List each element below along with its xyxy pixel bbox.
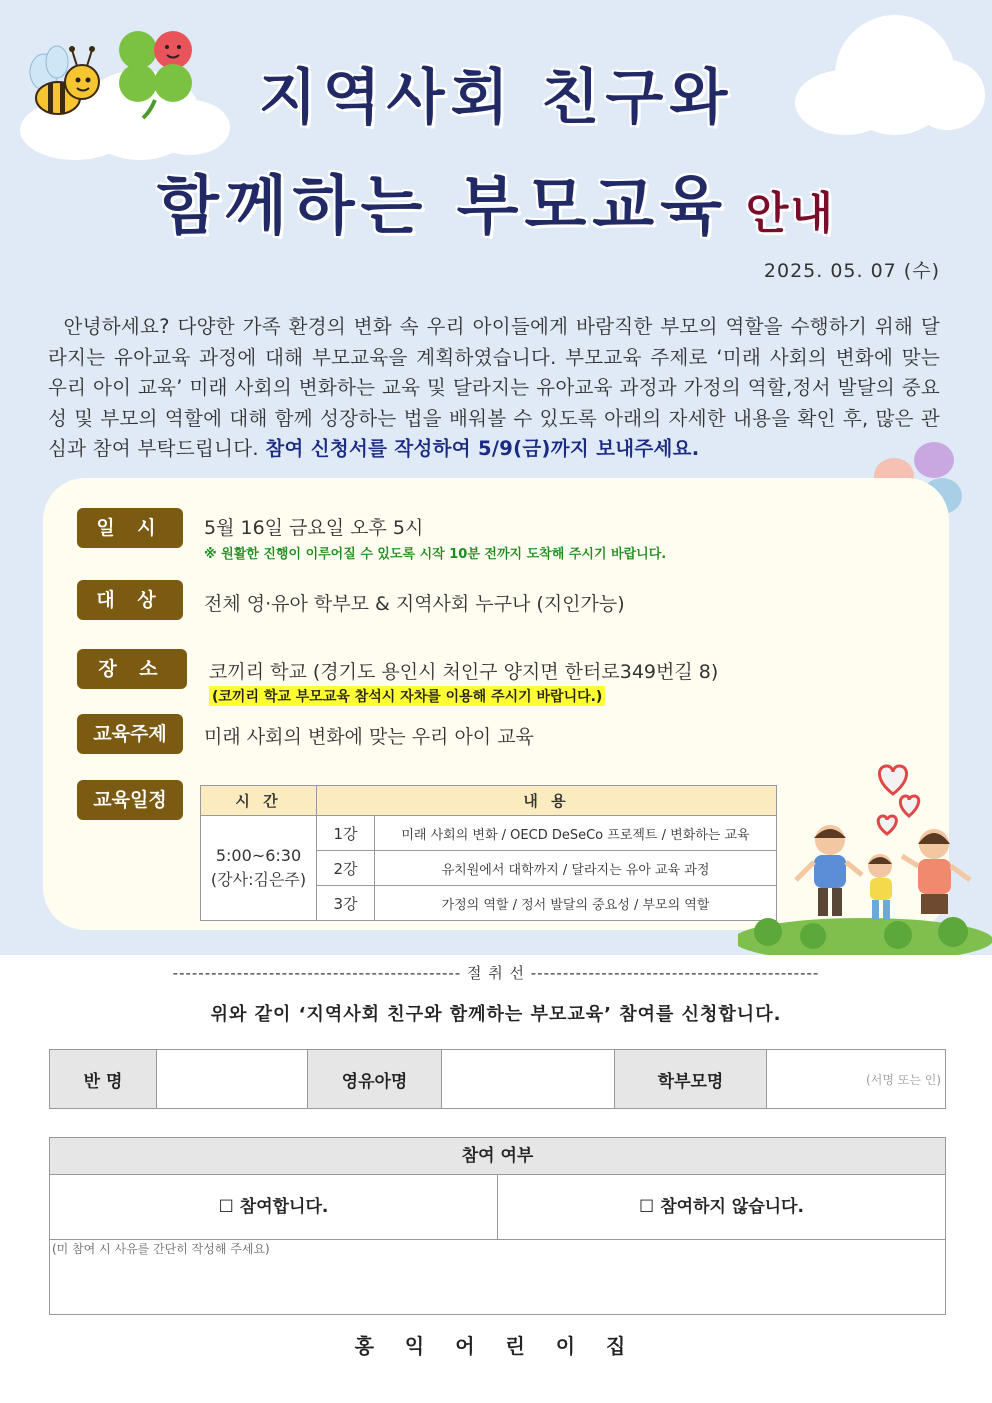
class-field[interactable] <box>157 1050 308 1109</box>
organization-name: 홍 익 어 린 이 집 <box>354 1334 638 1358</box>
target-value: 전체 영·유아 학부모 & 지역사회 누구나 (지인가능) <box>204 593 625 615</box>
session-content: 유치원에서 대학까지 / 달라지는 유아 교육 과정 <box>375 851 777 886</box>
label-schedule: 교육일정 <box>77 780 183 820</box>
label-topic: 교육주제 <box>77 714 183 754</box>
label-date: 일 시 <box>77 508 183 548</box>
participation-box <box>49 1137 946 1315</box>
label-target: 대 상 <box>77 580 183 620</box>
page-title-line1: 지역사회 친구와 <box>258 63 734 133</box>
schedule-time-cell <box>201 816 317 921</box>
not-attend-checkbox[interactable]: ☐ 참여하지 않습니다. <box>498 1175 945 1240</box>
place-value: 코끼리 학교 (경기도 용인시 처인구 양지면 한터로349번길 8) <box>209 661 719 683</box>
reason-field[interactable]: (미 참여 시 사유를 간단히 작성해 주세요) <box>52 1242 270 1256</box>
schedule-instructor: (강사:김은주) <box>210 870 307 889</box>
intro-text: 안녕하세요? 다양한 가족 환경의 변화 속 우리 아이들에게 바람직한 부모의 역할을 수행하기 위해 달라지는 유아교육 과정에 대해 부모교육을 계획하였습니다. 부모교육 주제로 ‘미래 사회의 변화에 맞는 우리 아이 교육’ 미래 사회의 변화하는 교육 및 달라지는 유아교육 과정과 가정의 역할,정서 발달의 중요성 및 부모의 역할에 대해 함께 성장하는 법을 배워볼 수 있도록 아래의 자세한 내용을 확인 후, 많은 관심과 참여 부탁드립니다. <box>48 315 940 460</box>
attend-checkbox[interactable]: ☐ 참여합니다. <box>50 1175 498 1240</box>
session-content: 가정의 역할 / 정서 발달의 중요성 / 부모의 역할 <box>375 886 777 921</box>
schedule-header-content: 내 용 <box>317 786 777 816</box>
session-content: 미래 사회의 변화 / OECD DeSeCo 프로젝트 / 변화하는 교육 <box>375 816 777 851</box>
intro-paragraph <box>48 312 940 465</box>
intro-highlight: 참여 신청서를 작성하여 5/9(금)까지 보내주세요. <box>265 437 700 460</box>
cut-line: --------------------------------------------- 절 취 선 --------------------------------------------- <box>172 964 820 982</box>
parent-signature-field[interactable] <box>767 1050 946 1109</box>
signature-hint: (서명 또는 인) <box>866 1072 941 1087</box>
issue-date: 2025. 05. 07 (수) <box>763 260 940 282</box>
page-title-line2 <box>0 155 992 247</box>
application-statement: 위와 같이 ‘지역사회 친구와 함께하는 부모교육’ 참여를 신청합니다. <box>210 1004 782 1025</box>
date-value: 5월 16일 금요일 오후 5시 <box>204 517 424 539</box>
session-number: 3강 <box>317 886 375 921</box>
schedule-time: 5:00~6:30 <box>215 846 302 865</box>
class-label: 반 명 <box>50 1050 157 1109</box>
page-title-main: 함께하는 부모교육 <box>157 170 728 244</box>
schedule-header-time: 시 간 <box>201 786 317 816</box>
applicant-info-table <box>49 1049 946 1109</box>
family-illustration <box>738 820 992 955</box>
session-number: 2강 <box>317 851 375 886</box>
participation-header: 참여 여부 <box>50 1138 945 1175</box>
place-note: (코끼리 학교 부모교육 참석시 자차를 이용해 주시기 바랍니다.) <box>209 686 605 706</box>
date-note: ※ 원활한 진행이 이루어질 수 있도록 시작 10분 전까지 도착해 주시기 바랍니다. <box>204 547 667 562</box>
table-row <box>201 816 777 851</box>
topic-value: 미래 사회의 변화에 맞는 우리 아이 교육 <box>204 726 534 748</box>
child-name-field[interactable] <box>442 1050 615 1109</box>
label-place: 장 소 <box>77 649 187 689</box>
parent-name-label: 학부모명 <box>615 1050 767 1109</box>
schedule-table <box>200 785 777 921</box>
page-title-suffix: 안내 <box>745 188 835 239</box>
child-name-label: 영유아명 <box>308 1050 442 1109</box>
session-number: 1강 <box>317 816 375 851</box>
